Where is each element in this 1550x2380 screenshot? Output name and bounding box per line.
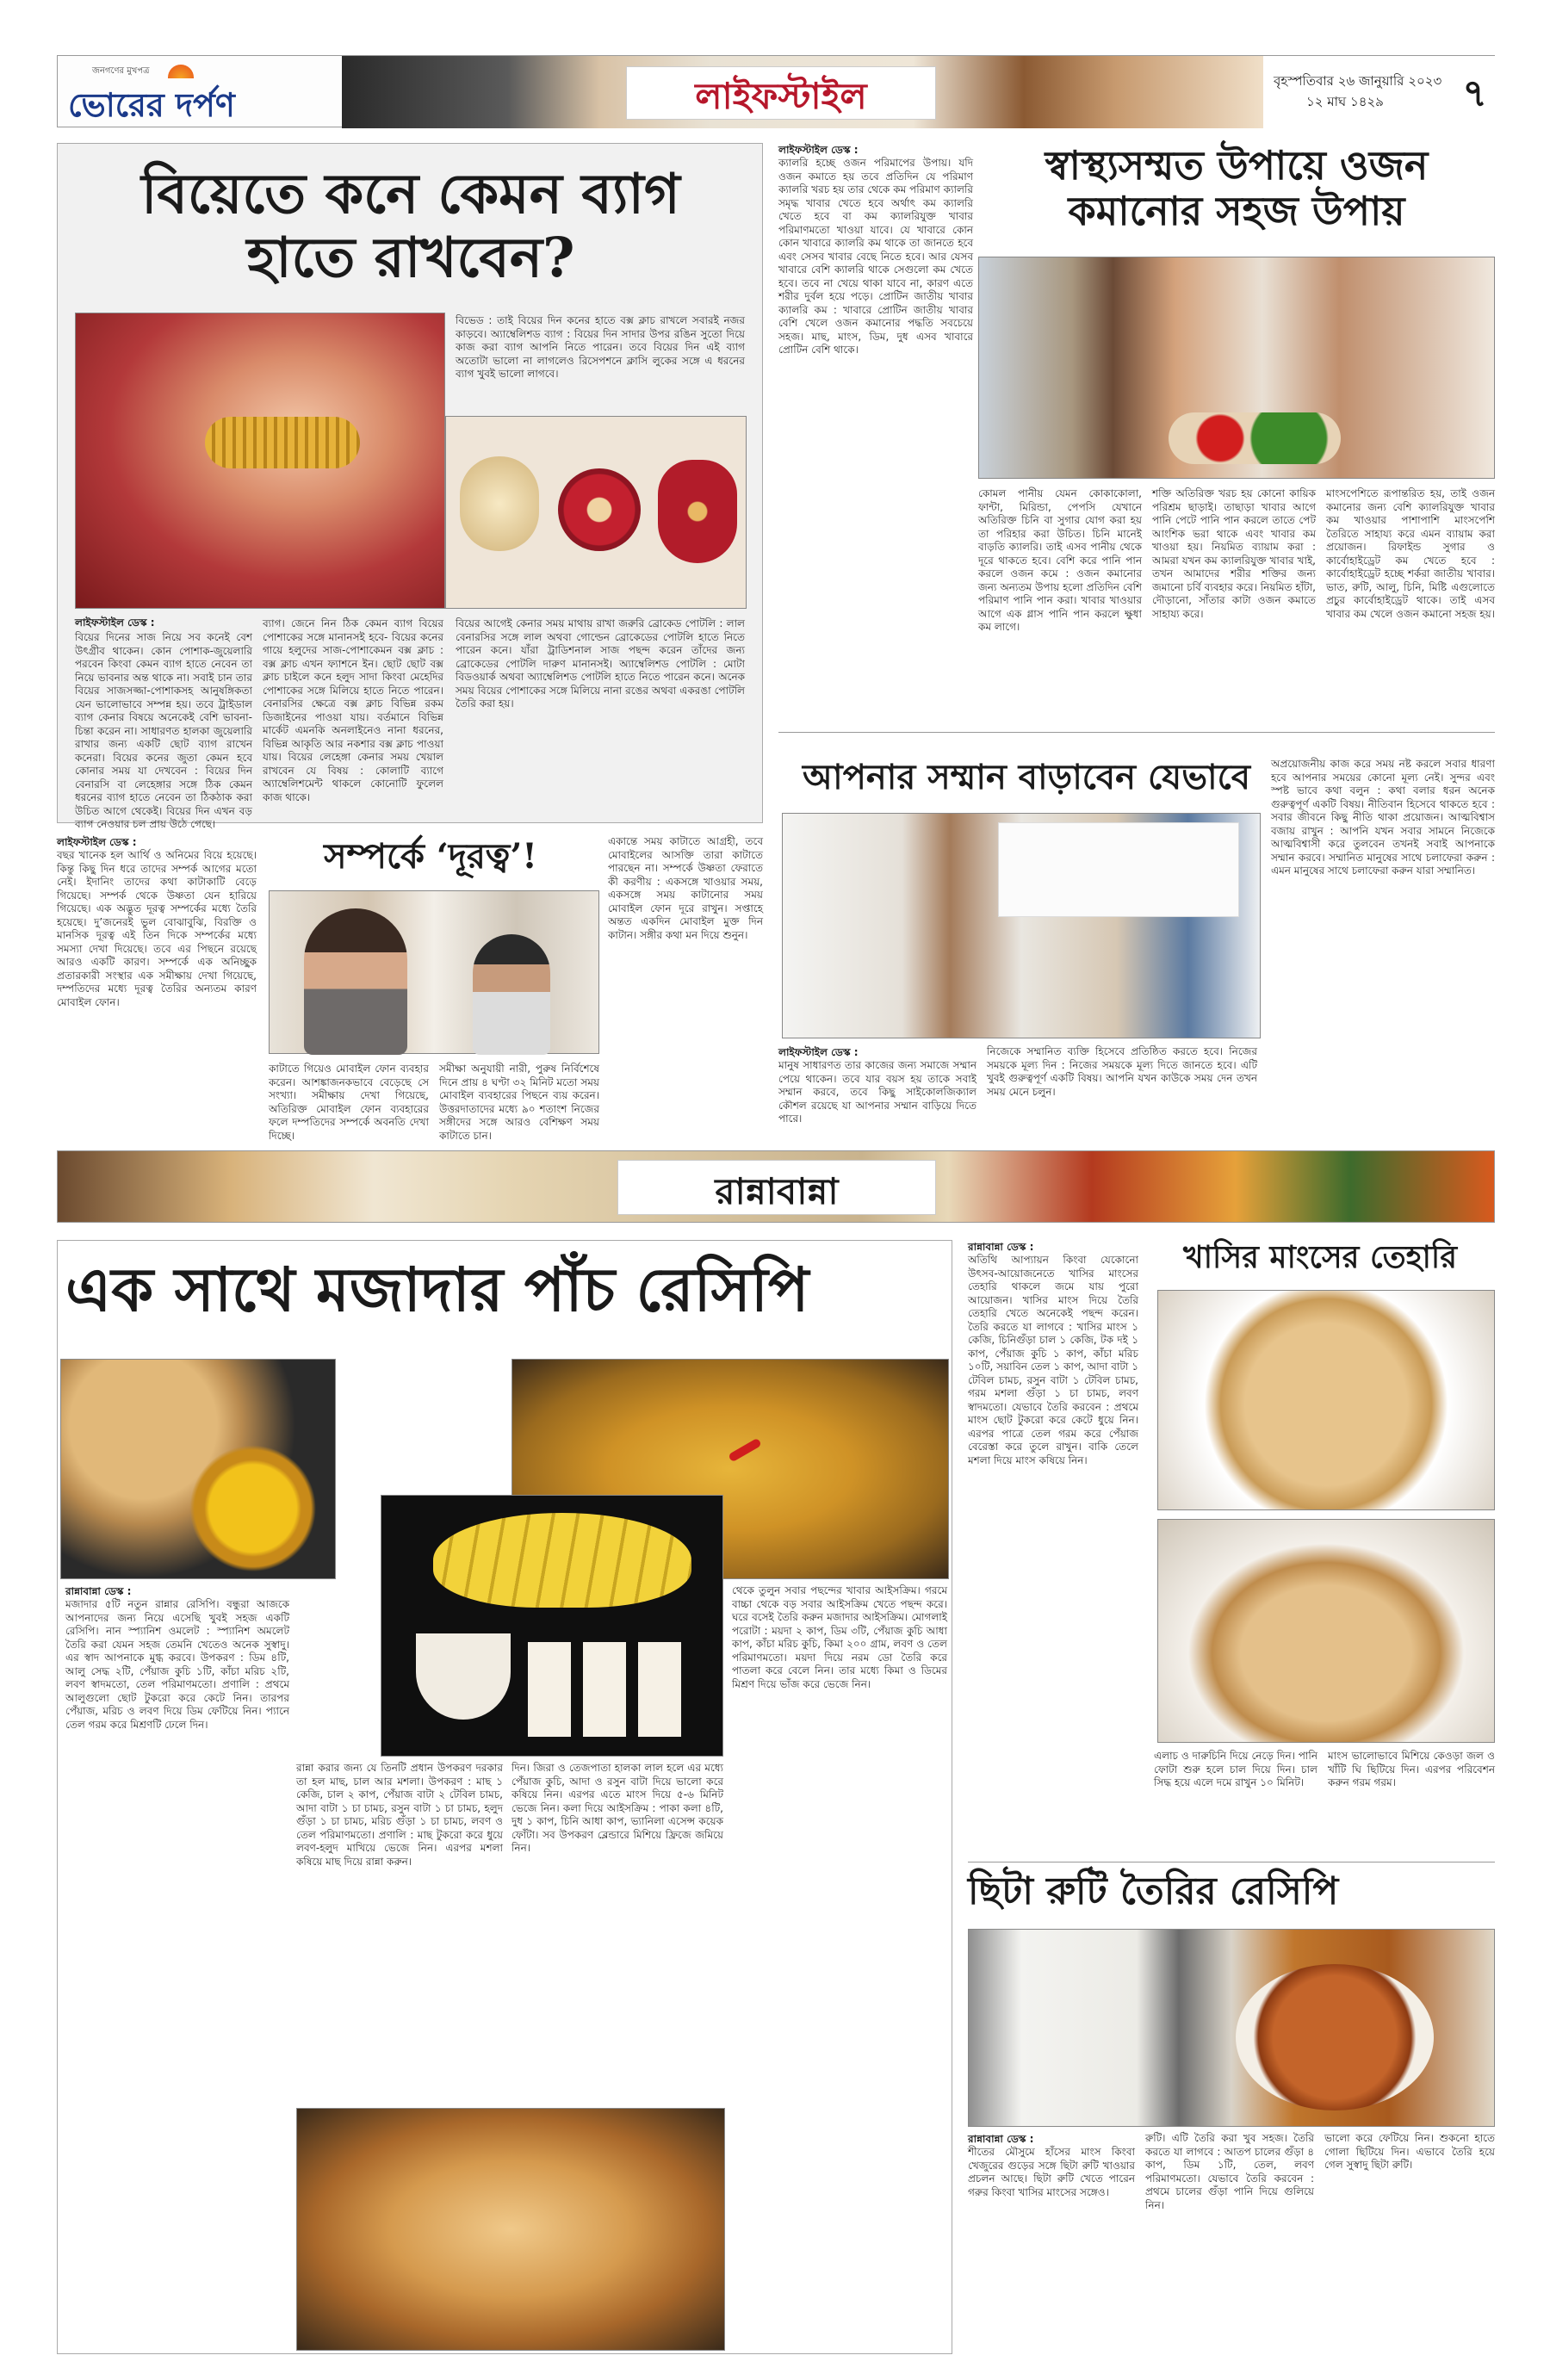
purse-3-shape — [658, 460, 737, 563]
recipe-photo-paratha — [296, 2108, 725, 2351]
ice-cream-bars-shape — [528, 1642, 683, 1737]
whiteboard-shape — [998, 822, 1239, 917]
bag-byline: লাইফস্টাইল ডেস্ক : — [75, 617, 155, 629]
distance-text-c2: সমীক্ষা অনুযায়ী নারী, পুরুষ নির্বিশেষে দিনে প্রায় ৪ ঘণ্টা ৩২ মিনিট মতো সময় মোবাইল ব্যবহারের পিছনে ব্যয় করেন। উত্তরদাতাদের মধ্যে ৯০ শতাংশ নিজের সঙ্গীদের সঙ্গে আরও বেশিক্ষণ সময় কাটাতে চান। — [439, 1063, 599, 1142]
tehari-photo-2 — [1157, 1519, 1495, 1743]
bag-photo-purses — [445, 416, 747, 609]
diet-text-c1: কোমল পানীয় যেমন কোকাকোলা, ফান্টা, মিরিন্ডা, পেপসি যেখানে অতিরিক্ত চিনি বা সুগার যোগ করা হয় তা পরিহার করা উচিত। চিনি মানেই বাড়তি ক্যালরি। তাই এসব পানীয় থেকে দূরে থাকতে হবে। বেশি করে পানি পান করলে ওজন কমে : ওজন কমানোর জন্য অন্যতম উপায় হলো প্রতিদিন বেশি পরিমাণ পানি পান করা। খাবার খাওয়ার আগে এক গ্লাস পানি পান করলে ক্ষুধা কম লাগে। — [978, 487, 1142, 633]
respect-headline: আপনার সম্মান বাড়াবেন যেভাবে — [803, 757, 1250, 797]
bag-text-col1: বিয়ের দিনের সাজ নিয়ে সব কনেই বেশ উৎগ্রীব থাকেন। কোন পোশাক-জুয়েলারি পরবেন কিংবা কেমন ব্যাগ হাতে নেবেন তা নিয়ে ভাবনার অন্ত থাকে না। সবাই চান তার বিয়ের সাজসজ্জা-পোশাকসহ আনুষঙ্গিকতা যেন ভালোভাবে সম্পন্ন হয়। তবে ট্রাইডাল ব্যাগ কেনার বিষয়ে অনেকেই বেশি ভাবনা-চিন্তা করেন না। সাধারণত হালকা জুয়েলারি রাখার জন্য একটি ছোট ব্যাগ রাখেন কনেরা। বিয়ের কনের জুতা কেমন হবে কোনার সময় যা দেখবেন : বিয়ের দিন বেনারসি বা লেহেঙ্গার সঙ্গে ঠিক কেমন ধরনের ব্যাগ হাতে নেবেন তা ঠিকঠাক করা উচিত আগে থেকেই। বিয়ের দিন এখন বড় ব্যাগ নেওয়ার চল প্রায় উঠে গেছে। — [75, 631, 252, 830]
paper-logo — [66, 61, 290, 123]
bag-text-col2: ব্যাগ। জেনে নিন ঠিক কেমন ব্যাগ বিয়ের পোশাকের সঙ্গে মানানসই হবে- বিয়ের কনের গায়ে হলুদের সাজ-পোশাকেমন বক্স ক্লাচ : বক্স ক্লাচ এখন ফ্যাশনে ইন। ছোট ছোট বক্স ক্লাচ চাইলে কনে হলুদ সাদা কিংবা মেহেদির পোশাকের সঙ্গে মিলিয়ে হাতে নিতে পারেন। বেনারসির ক্ষেত্রে বক্স ক্লাচ বিভিন্ন রকম ডিজাইনের পাওয়া যায়। বর্তমানে বিভিন্ন মার্কেট এমনকি অনলাইনেও নানা ধরনের, বিভিন্ন আকৃতি আর নকশার বক্স ক্লাচ পাওয়া যায়। বিয়ের লেহেঙ্গা কেনার সময় খেয়াল রাখবেন যে বিষয় : কোলাটি ব্যাগে অ্যাম্বেলিশমেন্ট থাকলে কোনোটি ফুলেল কাজ থাকে। — [263, 617, 443, 803]
food-banner-title: রান্নাবান্না — [715, 1170, 839, 1212]
chita-text-c3: ভালো করে ফেটিয়ে নিন। শুকনো হাতে গোলা ছিটিয়ে দিন। এভাবে তৈরি হয়ে গেল সুস্বাদু ছিটা রুটি। — [1324, 2132, 1495, 2171]
respect-text-c1: মানুষ সাধারণত তার কাজের জন্য সমাজে সম্মান পেয়ে থাকেন। তবে যার বয়স হয় তাকে সবাই সম্মান করবে, তবে কিছু সাইকোলজিক্যাল কৌশল রয়েছে যা আপনার সম্মান বাড়িয়ে দিতে পারে। — [778, 1059, 976, 1125]
tehari-text-c3: মাংস ভালোভাবে মিশিয়ে কেওড়া জল ও খাঁটি ঘি ছিটিয়ে দিন। এরপর পরিবেশন করুন গরম গরম। — [1328, 1750, 1495, 1788]
respect-byline: লাইফস্টাইল ডেস্ক : — [778, 1046, 859, 1058]
bag-text-side: বিভেড : তাই বিয়ের দিন কনের হাতে বক্স ক্লাচ রাখলে সবারই নজর কাড়বে। অ্যাম্বেলিশড ব্যাগ : বিয়ের দিন সাদার উপর রঙিন সুতো দিয়ে কাজ করা ব্যাগ আপনি নিতে পারেন। তবে বিয়ের দিন এই ব্যাগ অতোটা ভালো না লাগলেও রিসেপশনে ক্লাসি লুকের সঙ্গে এ ধরনের ব্যাগ খুবই ভালো লাগবে। — [456, 314, 745, 380]
bangles-shape — [205, 417, 360, 468]
five-recipes-text-c3: দিন। জিরা ও তেজপাতা হালকা লাল হলে এর মধ্যে পেঁয়াজ কুচি, আদা ও রসুন বাটা দিয়ে ভালো করে কষিয়ে নিন। এরপর এতে মাংস দিয়ে ৫-৬ মিনিট ভেজে নিন। কলা দিয়ে আইসক্রিম : পাকা কলা ৪টি, দুধ ১ কাপ, চিনি আধা কাপ, ভ্যানিলা এসেন্স কয়েক ফোঁটা। সব উপকরণ ব্লেন্ডারে মিশিয়ে ফ্রিজে জমিয়ে নিন। — [512, 1762, 723, 1854]
five-recipes-headline: এক সাথে মজাদার পাঁচ রেসিপি — [65, 1254, 809, 1325]
date-line-1: বৃহস্পতিবার ২৬ জানুয়ারি ২০২৩ — [1274, 73, 1442, 89]
vegetables-shape — [1169, 412, 1341, 464]
tehari-byline: রান্নাবান্না ডেস্ক : — [968, 1241, 1034, 1253]
respect-text-c2: নিজেকে সম্মানিত ব্যক্তি হিসেবে প্রতিষ্ঠিত করতে হবে। নিজের সময়কে মূল্য দিন : নিজের সময়কে মূল্য দিতে জানতে হবে। এটি খুবই গুরুত্বপূর্ণ একটি বিষয়। আপনি যখন কাউকে সময় দেন তখন সময় মেনে চলুন। — [987, 1045, 1257, 1098]
food-banner — [57, 1150, 1495, 1223]
chili-shape — [728, 1438, 762, 1463]
distance-text-c1: কাটাতে গিয়েও মোবাইল ফোন ব্যবহার করেন। আশঙ্কাজনকভাবে বেড়েছে সে সংখ্যা। সমীক্ষায় দেখা গিয়েছে, অতিরিক্ত মোবাইল ফোন ব্যবহারের ফলে দম্পতিদের সম্পর্কে অবনতি দেখা দিচ্ছে। — [269, 1063, 429, 1142]
chita-text-c1: শীতের মৌসুমে হাঁসের মাংস কিংবা খেজুরের গুড়ের সঙ্গে ছিটা রুটি খাওয়ার প্রচলন আছে। ছিটা রুটি খেতে পারেন গরুর কিংবা খাসির মাংসের সঙ্গেও। — [968, 2146, 1135, 2198]
chita-headline: ছিটা রুটি তৈরির রেসিপি — [968, 1869, 1339, 1913]
diet-text-top: ক্যালরি হচ্ছে ওজন পরিমাপের উপায়। যদি ওজন কমাতে হয় তবে প্রতিদিন যে পরিমাণ ক্যালরি খরচ হয় তার থেকে কম পরিমাণ ক্যালরি সমৃদ্ধ খাবার খেতে হবে অর্থাৎ কম ক্যালরি খেতে হবে বা কম ক্যালরিযুক্ত খাবার পরিমাণমতো খাওয়া যাবে। যে খাবারে কোন কোন খাবারে ক্যালরি কম থাকে তা জানতে হবে এবং সেসব খাবার বেছে নিতে হবে। আর যেসব খাবারে বেশি ক্যালরি থাকে সেগুলো কম খেতে হবে। তবে না খেয়ে থাকা যাবে না, কারণ এতে শরীর দুর্বল হয়ে পড়ে। প্রোটিন জাতীয় খাবার ক্যালরি কম : খাবারে প্রোটিন জাতীয় খাবার বেশি খেলে ওজন কমানোর পদ্ধতি সবচেয়ে সহজ। মাছ, মাংস, ডিম, দুধ এসব খাবারে প্রোটিন বেশি থাকে। — [778, 157, 973, 356]
masthead — [57, 55, 1495, 127]
page-number: ৭ — [1462, 71, 1487, 115]
diet-text-c3: মাংসপেশিতে রূপান্তরিত হয়, তাই ওজন কমানোর জন্য বেশি ক্যালরিযুক্ত খাবার কম খাওয়ার পাশাপাশি মাংসপেশি তৈরিতে সাহায্য করে এমন ব্যায়াম করা প্রয়োজন। রিফাইন্ড সুগার ও কার্বোহাইড্রেট কম খেতে হবে : কার্বোহাইড্রেট হচ্ছে শর্করা জাতীয় খাবার। ভাত, রুটি, আলু, চিনি, মিষ্টি এগুলোতে প্রচুর কার্বোহাইড্রেট থাকে। তাই এসব খাবার কম খেলে ওজন কমানো সহজ হয়। — [1326, 487, 1495, 620]
distance-photo — [269, 890, 599, 1054]
chita-byline: রান্নাবান্না ডেস্ক : — [968, 2133, 1034, 2145]
meat-bowl-shape — [1236, 1964, 1434, 2110]
tehari-headline: খাসির মাংসের তেহারি — [1182, 1239, 1458, 1275]
diet-headline: স্বাস্থ্যসম্মত উপায়ে ওজন কমানোর সহজ উপায় — [1045, 142, 1429, 234]
date-line-2: ১২ মাঘ ১৪২৯ — [1306, 94, 1384, 109]
diet-photo — [978, 257, 1495, 479]
bag-photo-main — [75, 313, 445, 609]
five-recipes-byline: রান্নাবান্না ডেস্ক : — [65, 1585, 132, 1597]
banana-bunch-shape — [433, 1513, 691, 1608]
man-figure-shape — [473, 934, 550, 1055]
recipe-photo-banana — [381, 1495, 723, 1757]
paper-name: ভোরের দর্পণ — [68, 85, 235, 124]
five-recipes-text-c2: রান্না করার জন্য যে তিনটি প্রধান উপকরণ দরকার তা হল মাছ, চাল আর মশলা। উপকরণ : মাছ ১ কেজি, চাল ২ কাপ, পেঁয়াজ বাটা ২ টেবিল চামচ, আদা বাটা ১ চা চামচ, রসুন বাটা ১ চা চামচ, হলুদ গুঁড়া ১ চা চামচ, মরিচ গুঁড়া ১ চা চামচ, লবণ ও তেল পরিমাণমতো। প্রণালি : মাছ টুকরো করে ধুয়ে লবণ-হলুদ মাখিয়ে ভেজে নিন। এরপর মশলা কষিয়ে মাছ দিয়ে রান্না করুন। — [296, 1762, 503, 1868]
five-recipes-text-c4: থেকে তুলুন সবার পছন্দের খাবার আইসক্রিম। গরমে বাচ্চা থেকে বড় সবার আইসক্রিম খেতে পছন্দ করে। ঘরে বসেই তৈরি করুন মজাদার আইসক্রিম। মোগলাই পরোটা : ময়দা ২ কাপ, ডিম ৩টি, পেঁয়াজ কুচি আধা কাপ, কাঁচা মরিচ কুচি, কিমা ২০০ গ্রাম, লবণ ও তেল পরিমাণমতো। ময়দা দিয়ে নরম ডো তৈরি করে পাতলা করে বেলে নিন। তার মধ্যে কিমা ও ডিমের মিশ্রণ দিয়ে ভাঁজ করে ভেজে নিন। — [732, 1584, 947, 1690]
bag-text-col3: বিয়ের আগেই কেনার সময় মাথায় রাখা জরুরি ব্রোকেড পোটলি : লাল বেনারসির সঙ্গে লাল অথবা গোল্ডেন ব্রোকেডের পোটলি হাতে নিতে পারেন কনে। যাঁরা ট্রাডিশনাল সাজ পছন্দ করেন তাঁদের জন্য ব্রোকেডের পোটলি দারুণ মানানসই। অ্যাম্বেলিশড পোটলি : মোটা বিডওয়ার্ক অথবা অ্যাম্বেলিশড পোটলি হাতে নিতে পারেন কনে। অনেক সময় বিয়ের পোশাকের সঙ্গে মিলিয়ে নানা রঙের অথবা একরঙা পোটলি তৈরি করা হয়। — [456, 617, 745, 710]
respect-photo — [782, 813, 1261, 1038]
distance-headline: সম্পর্কে ‘দূরত্ব’! — [324, 836, 537, 877]
diet-byline: লাইফস্টাইল ডেস্ক : — [778, 144, 859, 156]
section-label: লাইফস্টাইল — [695, 75, 867, 117]
ice-cream-bowl-shape — [416, 1633, 511, 1720]
purse-1-shape — [460, 456, 539, 551]
distance-text-c3: একান্তে সময় কাটাতে আগ্রহী, তবে মোবাইলের আসক্তি তারা কাটাতে পারছেন না। সম্পর্কে উষ্ণতা ফেরাতে কী করণীয় : একসঙ্গে খাওয়ার সময়, একসঙ্গে সময় কাটানোর সময় মোবাইল ফোন দূরে রাখুন। সপ্তাহে অন্তত একদিন মোবাইল মুক্ত দিন কাটান। সঙ্গীর কথা মন দিয়ে শুনুন। — [608, 835, 763, 941]
chita-photo — [968, 1929, 1495, 2127]
tehari-text-c2: এলাচ ও দারুচিনি দিয়ে নেড়ে দিন। পানি ফোটা শুরু হলে চাল দিয়ে দিন। চাল সিদ্ধ হয়ে এলে দমে রাখুন ১০ মিনিট। — [1154, 1750, 1318, 1788]
recipe-photo-puri — [60, 1359, 336, 1579]
paper-tagline: জনগণের মুখপত্র — [92, 66, 150, 76]
woman-figure-shape — [304, 908, 407, 1055]
separator-right-mid — [778, 732, 1495, 733]
logo-sun-icon — [168, 65, 194, 78]
distance-byline: লাইফস্টাইল ডেস্ক : — [57, 836, 137, 848]
tehari-text-main: অতিথি আপ্যায়ন কিংবা যেকোনো উৎসব-আয়োজনেতে খাসির মাংসের তেহারি থাকলে জমে যায় পুরো আয়োজন। খাসির মাংস দিয়ে তৈরি তেহারি খেতে অনেকেই পছন্দ করেন। তৈরি করতে যা লাগবে : খাসির মাংস ১ কেজি, চিনিগুঁড়া চাল ১ কেজি, টক দই ১ কাপ, পেঁয়াজ কুচি ১ কাপ, কাঁচা মরিচ ১০টি, সয়াবিন তেল ১ কাপ, আদা বাটা ১ টেবিল চামচ, রসুন বাটা ১ টেবিল চামচ, গরম মশলা গুঁড়া ১ চা চামচ, লবণ স্বাদমতো। যেভাবে তৈরি করবেন : প্রথমে মাংস ছোট টুকরো করে কেটে ধুয়ে নিন। এরপর পাত্রে তেল গরম করে পেঁয়াজ বেরেস্তা করে তুলে রাখুন। বাকি তেলে মশলা দিয়ে মাংস কষিয়ে নিন। — [968, 1254, 1139, 1466]
respect-text-c3: অপ্রয়োজনীয় কাজ করে সময় নষ্ট করলে সবার ধারণা হবে আপনার সময়ের কোনো মূল্য নেই। সুন্দর এবং স্পষ্ট ভাবে কথা বলুন : কথা বলার ধরন অনেক গুরুত্বপূর্ণ একটি বিষয়। নীতিবান হিসেবে থাকতে হবে : সবার জীবনে কিছু নীতি থাকা প্রয়োজন। আত্মবিশ্বাস বজায় রাখুন : আপনি যখন সবার সামনে নিজেকে আত্মবিশ্বাসী করে তুলবেন তখনই সবাই আপনাকে সম্মান করবে। সম্মানিত মানুষের সাথে চলাফেরা করুন : এমন মানুষের সাথে চলাফেরা করুন যারা সম্মানিত। — [1271, 758, 1495, 877]
diet-text-c2: শক্তি অতিরিক্ত খরচ হয় কোনো কায়িক পরিশ্রম ছাড়াই। তাছাড়া খাবার আগে পানি পেটে পানি পান করলে তাতে পেট আংশিক ভরা থাকে এবং খাবার কম খাওয়া হয়। নিয়মিত ব্যায়াম করা : আমরা যখন কম ক্যালরিযুক্ত খাবার খাই, তখন আমাদের শরীর শক্তির জন্য জমানো চর্বি ব্যবহার করে। নিয়মিত হাঁটা, দৌড়ানো, সাঁতার কাটা ওজন কমাতে সাহায্য করে। — [1152, 487, 1316, 620]
purse-2-shape — [558, 468, 641, 551]
date-block — [1263, 56, 1496, 128]
bag-headline: বিয়েতে কনে কেমন ব্যাগ হাতে রাখবেন? — [141, 162, 680, 290]
bag-article — [57, 143, 763, 830]
tehari-photo-1 — [1157, 1290, 1495, 1510]
five-recipes-text-c1: মজাদার ৫টি নতুন রান্নার রেসিপি। বন্ধুরা আজকে আপনাদের জন্য নিয়ে এসেছি খুবই সহজ একটি রেসিপি। নান স্প্যানিশ ওমলেট : স্প্যানিশ অমলেট তৈরি করা যেমন সহজ তেমনি খেতেও অনেক সুস্বাদু। এর স্বাদ আপনাকে মুগ্ধ করবে। উপকরণ : ডিম ৪টি, আলু সেদ্ধ ২টি, পেঁয়াজ কুচি ১টি, কাঁচা মরিচ ২টি, লবণ স্বাদমতো, তেল পরিমাণমতো। প্রণালি : প্রথমে আলুগুলো ছোট টুকরো করে কেটে নিন। তারপর পেঁয়াজ, মরিচ ও লবণ দিয়ে ডিম ফেটিয়ে নিন। প্যানে তেল গরম করে মিশ্রণটি ঢেলে দিন। — [65, 1598, 289, 1731]
distance-text-left: বছর খানেক হল আর্থি ও অনিমের বিয়ে হয়েছে। কিন্তু কিছু দিন ধরে তাদের সম্পর্ক আগের মতো নেই। ইদানিং তাদের কথা কাটাকাটি বেড়ে গিয়েছে। সম্পর্ক থেকে উষ্ণতা যেন হারিয়ে গিয়েছে। এক অদ্ভুত দূরত্ব সম্পর্কের মধ্যে তৈরি হয়েছে। দু’জনেরই ভুল বোঝাবুঝি, বিরক্তি ও মানসিক দূরত্ব এই তিন দিকে সম্পর্কের মধ্যে সমস্যা দেখা দিয়েছে। তবে এর পিছনে রয়েছে আরও একটি কারণ। সম্পর্কে এক অনিচ্ছুক প্রতারকারী সংস্থার এক সমীক্ষায় দেখা গিয়েছে, দম্পতিদের মধ্যে দূরত্ব তৈরির অন্যতম কারণ মোবাইল ফোন। — [57, 849, 257, 1008]
chita-text-c2: রুটি। এটি তৈরি করা খুব সহজ। তৈরি করতে যা লাগবে : আতপ চালের গুঁড়া ৪ কাপ, ডিম ১টি, তেল, লবণ পরিমাণমতো। যেভাবে তৈরি করবেন : প্রথমে চালের গুঁড়া পানি দিয়ে গুলিয়ে নিন। — [1145, 2132, 1314, 2211]
